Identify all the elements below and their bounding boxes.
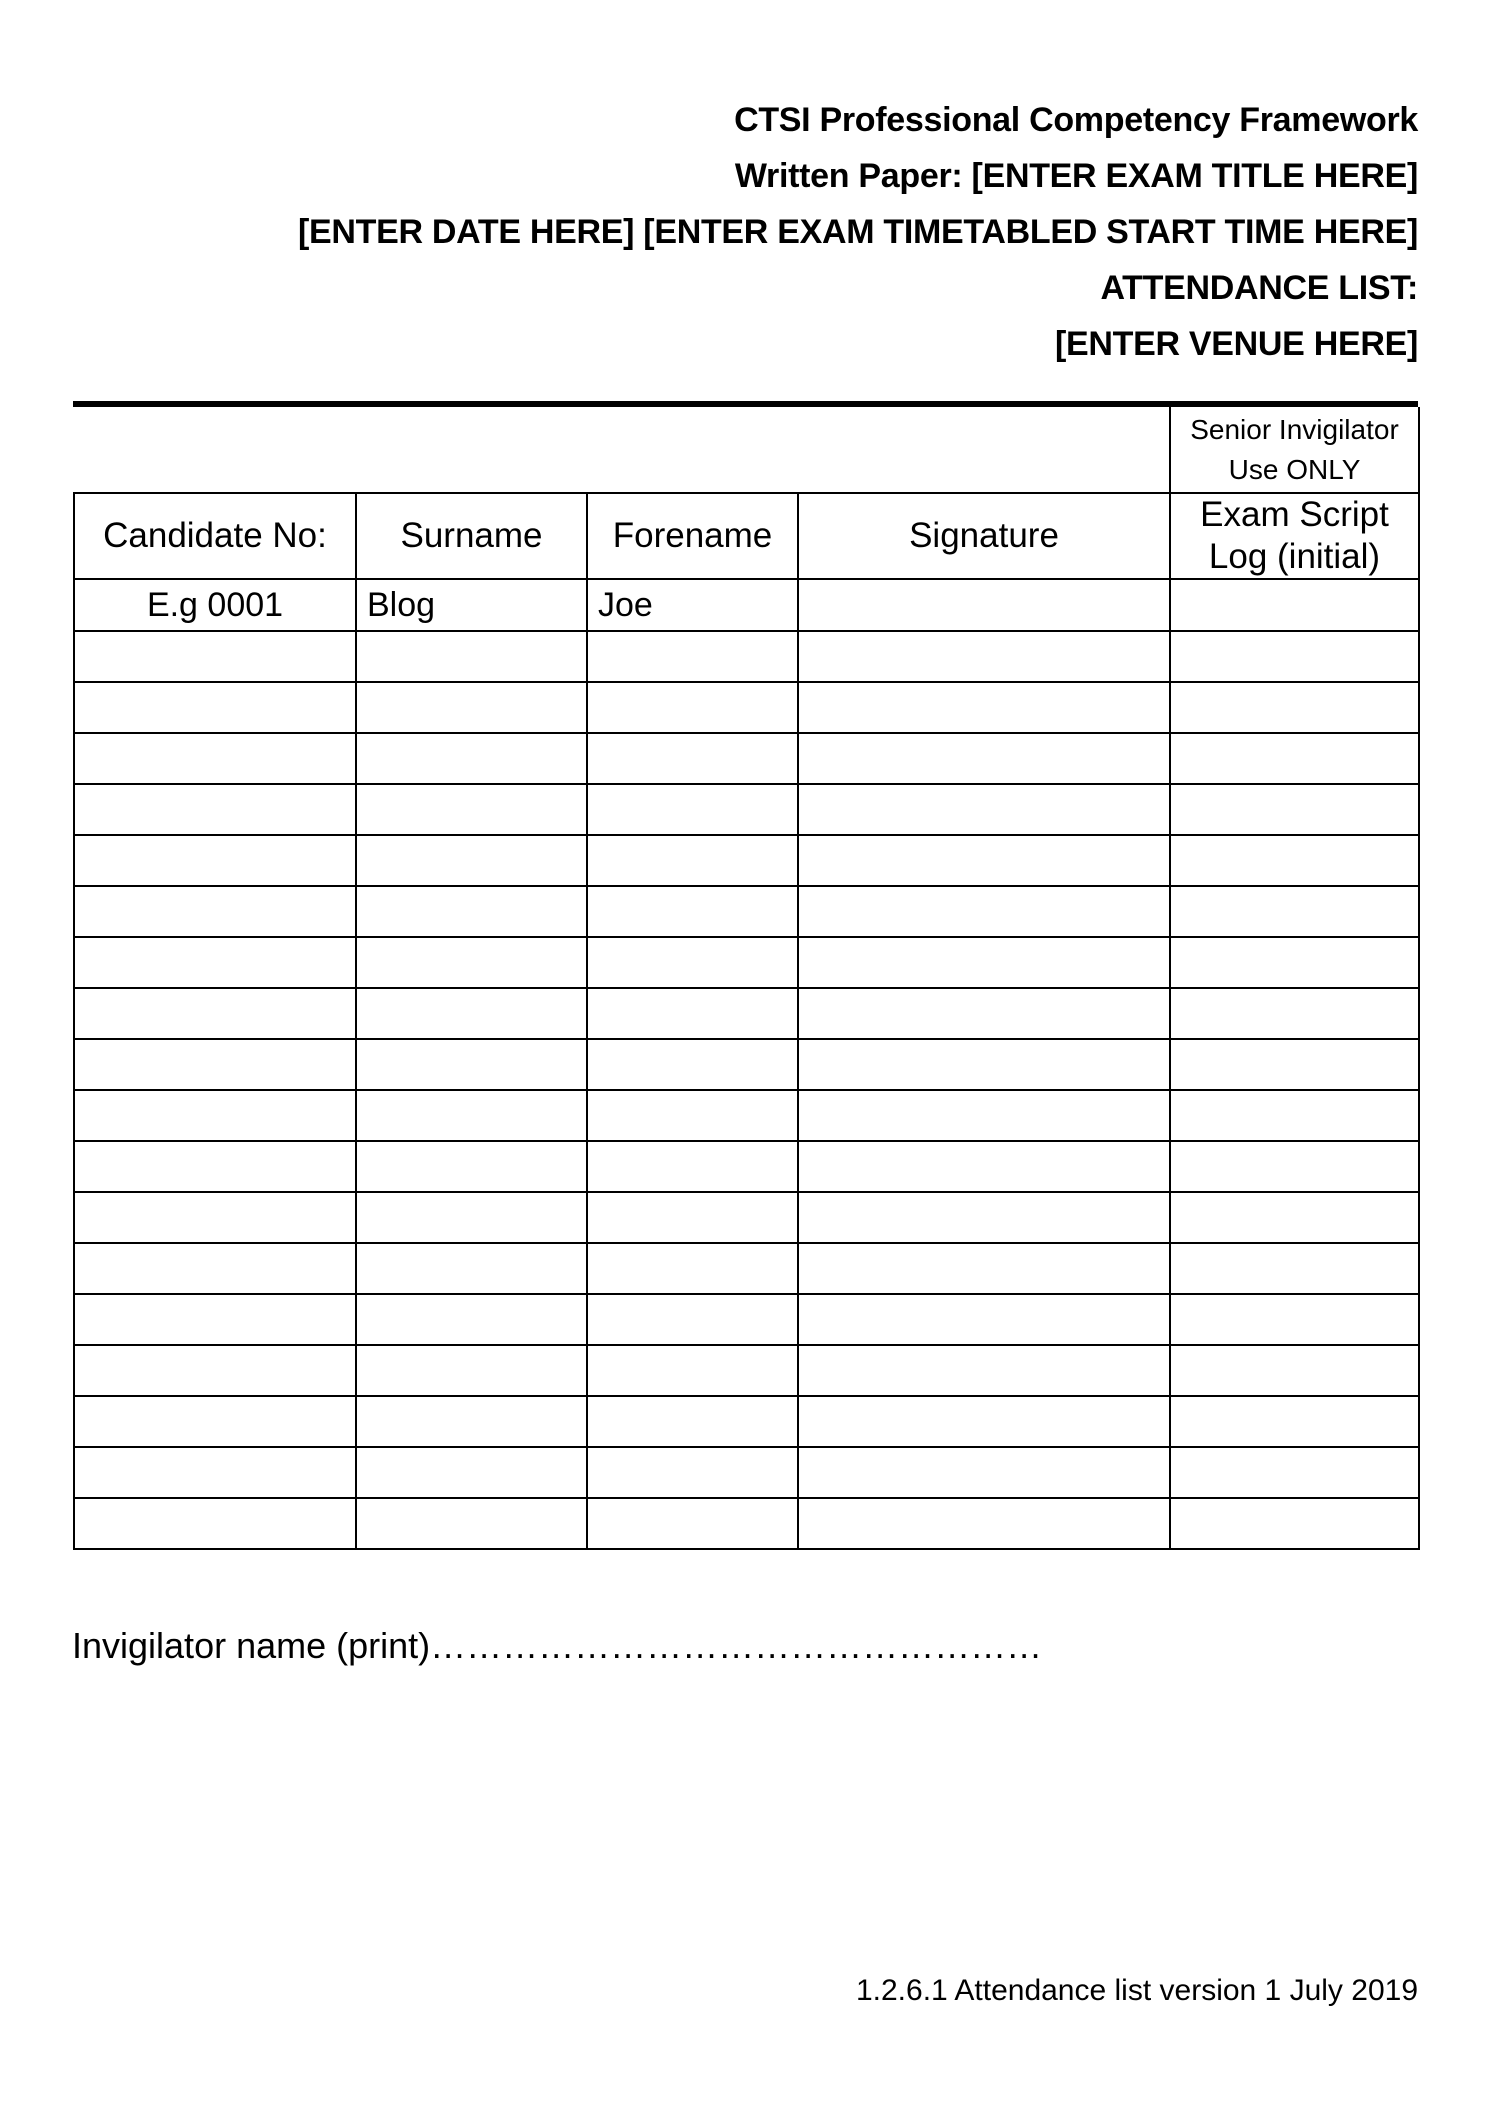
cell-forename [587, 988, 798, 1039]
cell-exam-script-log [1170, 1498, 1419, 1549]
cell-signature [798, 1192, 1170, 1243]
document-header [70, 92, 1418, 372]
cell-candidate-no [74, 988, 356, 1039]
cell-surname [356, 784, 587, 835]
cell-forename [587, 682, 798, 733]
cell-exam-script-log [1170, 1192, 1419, 1243]
cell-forename [587, 1090, 798, 1141]
cell-signature [798, 1039, 1170, 1090]
cell-candidate-no [74, 784, 356, 835]
cell-candidate-no [74, 682, 356, 733]
cell-surname [356, 631, 587, 682]
cell-signature [798, 1141, 1170, 1192]
cell-forename [587, 1039, 798, 1090]
cell-surname [356, 682, 587, 733]
cell-candidate-no [74, 1396, 356, 1447]
cell-forename [587, 1498, 798, 1549]
column-header-signature: Signature [798, 493, 1170, 579]
table-row [74, 733, 1419, 784]
cell-forename [587, 733, 798, 784]
cell-candidate-no: E.g 0001 [74, 579, 356, 631]
cell-exam-script-log [1170, 784, 1419, 835]
cell-surname [356, 1345, 587, 1396]
table-row [74, 784, 1419, 835]
cell-candidate-no [74, 937, 356, 988]
document-version-footer: 1.2.6.1 Attendance list version 1 July 2019 [855, 1974, 1418, 2007]
cell-forename: Joe [587, 579, 798, 631]
table-row [74, 631, 1419, 682]
cell-forename [587, 1141, 798, 1192]
cell-exam-script-log [1170, 835, 1419, 886]
cell-surname [356, 1141, 587, 1192]
cell-exam-script-log [1170, 1243, 1419, 1294]
header-line-date-time: [ENTER DATE HERE] [ENTER EXAM TIMETABLED START TIME HERE] [298, 213, 1418, 251]
cell-candidate-no [74, 1345, 356, 1396]
cell-surname [356, 1243, 587, 1294]
cell-candidate-no [74, 1294, 356, 1345]
cell-signature [798, 1090, 1170, 1141]
cell-signature [798, 1294, 1170, 1345]
cell-exam-script-log [1170, 1039, 1419, 1090]
cell-candidate-no [74, 1498, 356, 1549]
cell-surname: Blog [356, 579, 587, 631]
table-row [74, 1447, 1419, 1498]
senior-invigilator-line2: Use ONLY [1228, 453, 1361, 485]
cell-signature [798, 835, 1170, 886]
cell-signature [798, 988, 1170, 1039]
cell-exam-script-log [1170, 1294, 1419, 1345]
cell-candidate-no [74, 1243, 356, 1294]
cell-forename [587, 1243, 798, 1294]
cell-signature [798, 1345, 1170, 1396]
cell-candidate-no [74, 886, 356, 937]
senior-invigilator-row [74, 407, 1419, 493]
table-row [74, 886, 1419, 937]
cell-exam-script-log [1170, 631, 1419, 682]
table-row [74, 1396, 1419, 1447]
cell-surname [356, 1396, 587, 1447]
cell-surname [356, 733, 587, 784]
cell-forename [587, 1345, 798, 1396]
cell-signature [798, 937, 1170, 988]
exam-script-log-line2: Log (initial) [1208, 537, 1381, 576]
cell-surname [356, 988, 587, 1039]
column-header-forename: Forename [587, 493, 798, 579]
cell-forename [587, 784, 798, 835]
cell-signature [798, 631, 1170, 682]
cell-exam-script-log [1170, 579, 1419, 631]
cell-surname [356, 1294, 587, 1345]
cell-exam-script-log [1170, 1345, 1419, 1396]
cell-forename [587, 937, 798, 988]
cell-exam-script-log [1170, 733, 1419, 784]
cell-exam-script-log [1170, 1141, 1419, 1192]
cell-candidate-no [74, 1447, 356, 1498]
cell-surname [356, 1498, 587, 1549]
spacer-cell [798, 407, 1170, 493]
invigilator-name-label: Invigilator name (print) [72, 1625, 431, 1666]
header-line-attendance-list: ATTENDANCE LIST: [1100, 269, 1418, 307]
header-line-written-paper: Written Paper: [ENTER EXAM TITLE HERE] [734, 157, 1418, 195]
cell-exam-script-log [1170, 1447, 1419, 1498]
table-row [74, 1294, 1419, 1345]
cell-exam-script-log [1170, 886, 1419, 937]
cell-signature [798, 1447, 1170, 1498]
table-row [74, 835, 1419, 886]
spacer-cell [587, 407, 798, 493]
table-row [74, 1243, 1419, 1294]
spacer-cell [74, 407, 356, 493]
cell-signature [798, 682, 1170, 733]
cell-candidate-no [74, 835, 356, 886]
table-row [74, 579, 1419, 631]
cell-candidate-no [74, 1141, 356, 1192]
column-header-surname: Surname [356, 493, 587, 579]
spacer-cell [356, 407, 587, 493]
table-header-row [74, 493, 1419, 579]
column-header-candidate-no: Candidate No: [74, 493, 356, 579]
cell-exam-script-log [1170, 1396, 1419, 1447]
cell-signature [798, 784, 1170, 835]
cell-signature [798, 1243, 1170, 1294]
cell-exam-script-log [1170, 1090, 1419, 1141]
cell-candidate-no [74, 1090, 356, 1141]
cell-candidate-no [74, 733, 356, 784]
table-row [74, 937, 1419, 988]
cell-candidate-no [74, 1192, 356, 1243]
table-row [74, 682, 1419, 733]
cell-surname [356, 886, 587, 937]
cell-exam-script-log [1170, 988, 1419, 1039]
cell-signature [798, 1396, 1170, 1447]
table-row [74, 1039, 1419, 1090]
cell-forename [587, 1447, 798, 1498]
cell-forename [587, 1192, 798, 1243]
senior-invigilator-box [1170, 407, 1419, 493]
attendance-table [73, 407, 1420, 1550]
cell-signature [798, 1498, 1170, 1549]
cell-exam-script-log [1170, 937, 1419, 988]
senior-invigilator-line1: Senior Invigilator [1190, 413, 1399, 445]
cell-surname [356, 1039, 587, 1090]
cell-surname [356, 1192, 587, 1243]
cell-forename [587, 631, 798, 682]
cell-forename [587, 886, 798, 937]
table-row [74, 988, 1419, 1039]
invigilator-name-line [72, 1620, 1042, 1672]
cell-candidate-no [74, 631, 356, 682]
cell-forename [587, 1396, 798, 1447]
table-row [74, 1192, 1419, 1243]
column-header-exam-script-log [1170, 493, 1419, 579]
cell-signature [798, 886, 1170, 937]
table-row [74, 1141, 1419, 1192]
cell-surname [356, 1090, 587, 1141]
cell-forename [587, 1294, 798, 1345]
invigilator-name-dotted-rule: …………………………………………… [430, 1625, 1043, 1666]
cell-surname [356, 1447, 587, 1498]
cell-surname [356, 835, 587, 886]
cell-signature [798, 733, 1170, 784]
table-row [74, 1345, 1419, 1396]
header-line-venue: [ENTER VENUE HERE] [1055, 325, 1418, 363]
exam-script-log-line1: Exam Script [1200, 495, 1389, 534]
cell-signature [798, 579, 1170, 631]
table-row [74, 1090, 1419, 1141]
cell-forename [587, 835, 798, 886]
header-line-framework: CTSI Professional Competency Framework [734, 101, 1418, 139]
table-body [74, 579, 1419, 1549]
cell-surname [356, 937, 587, 988]
cell-candidate-no [74, 1039, 356, 1090]
cell-exam-script-log [1170, 682, 1419, 733]
table-row [74, 1498, 1419, 1549]
